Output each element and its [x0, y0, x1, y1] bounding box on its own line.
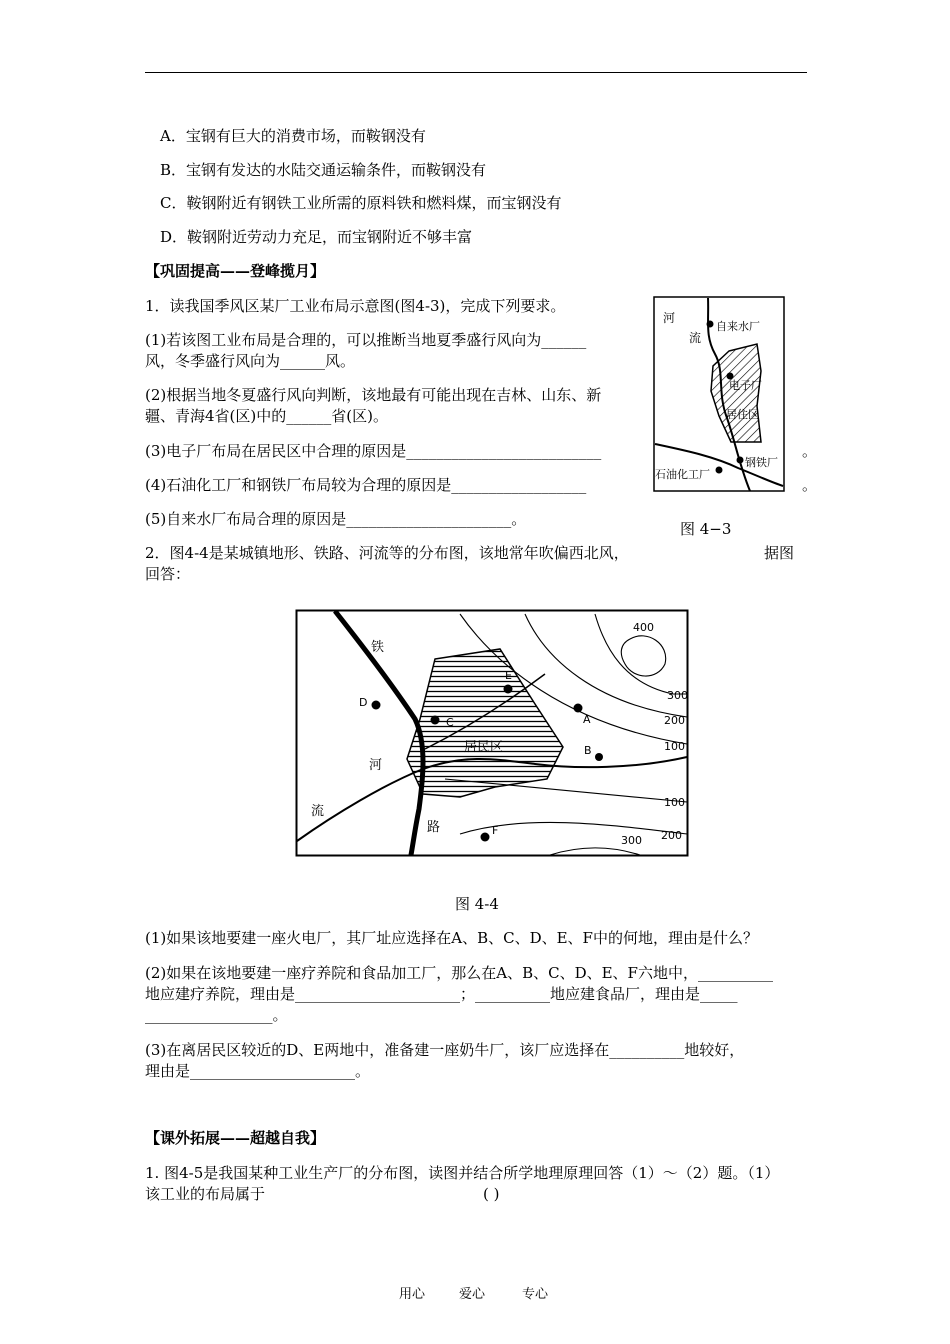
q1-5: (5)自来水厂布局合理的原因是______________________。: [145, 510, 527, 528]
figure-4-3-map: [653, 296, 785, 492]
figure-4-3: [653, 296, 785, 492]
q2-2-line1: (2)如果在该地要建一座疗养院和食品加工厂，那么在A、B、C、D、E、F六地中，__________: [145, 964, 773, 982]
contour-100b-label: 100: [664, 796, 685, 809]
point-e-dot: [504, 685, 513, 694]
label-water-plant: 自来水厂: [716, 320, 760, 333]
option-c: C．鞍钢附近有钢铁工业所需的原料铁和燃料煤，而宝钢没有: [160, 194, 562, 212]
q1-3: (3)电子厂布局在居民区中合理的原因是__________________________: [145, 442, 602, 460]
contour-400-label: 400: [633, 621, 654, 634]
label-residential: 居民区: [464, 740, 504, 755]
water-plant-dot: [707, 321, 714, 328]
q2-3-line2: 理由是______________________。: [145, 1062, 371, 1080]
label-river-2: 流: [311, 804, 325, 819]
q2-2-line2: 地应建疗养院，理由是______________________；__________地应建食品厂，理由是_____: [145, 985, 738, 1003]
label-petrochemical-plant: 石油化工厂: [655, 468, 710, 481]
label-steel-plant: 钢铁厂: [745, 456, 778, 469]
option-d: D．鞍钢附近劳动力充足，而宝钢附近不够丰富: [160, 228, 473, 246]
figure-4-4-caption: 图 4-4: [455, 895, 499, 913]
q1-2-line1: (2)根据当地冬夏盛行风向判断，该地最有可能出现在吉林、山东、新: [145, 386, 602, 404]
q1-3-end: 。: [802, 442, 818, 460]
q1-2-line2: 疆、青海4省(区)中的______省(区)。: [145, 407, 388, 425]
point-a-dot: [574, 704, 583, 713]
q2-line1: 2．图4-4是某城镇地形、铁路、河流等的分布图，该地常年吹偏西北风，: [145, 544, 629, 562]
point-d-dot: [372, 701, 381, 710]
q2-line1-end: 据图: [764, 544, 795, 562]
steel-plant-dot: [737, 457, 744, 464]
label-railway-2: 路: [427, 820, 441, 835]
point-f-dot: [481, 833, 490, 842]
point-f-label: F: [492, 824, 499, 837]
point-b-dot: [595, 753, 603, 761]
contour-300b-label: 300: [621, 834, 642, 847]
q2-3-line1: (3)在离居民区较近的D、E两地中，准备建一座奶牛厂，该厂应选择在__________地较好，: [145, 1041, 745, 1059]
contour-100-label: 100: [664, 740, 685, 753]
contour-200b-label: 200: [661, 829, 682, 842]
point-e-label: E: [505, 669, 512, 682]
section-heading-extension: 【课外拓展——超越自我】: [145, 1129, 326, 1147]
section-heading-consolidate: 【巩固提高——登峰揽月】: [145, 262, 326, 280]
contour-300-label: 300: [667, 689, 688, 702]
contour-200-label: 200: [664, 714, 685, 727]
q1-4: (4)石油化工厂和钢铁厂布局较为合理的原因是__________________: [145, 476, 587, 494]
label-river-2: 流: [689, 331, 702, 345]
petrochemical-plant-dot: [716, 467, 723, 474]
footer-text-1: 用心: [399, 1287, 426, 1302]
q1-1-line1: (1)若该图工业布局是合理的，可以推断当地夏季盛行风向为______: [145, 331, 587, 349]
label-railway-1: 铁: [371, 640, 385, 655]
q2-1: (1)如果该地要建一座火电厂，其厂址应选择在A、B、C、D、E、F中的何地，理由是什么？: [145, 929, 758, 947]
q1-4-end: 。: [802, 476, 818, 494]
label-residential: 居住区: [726, 408, 759, 421]
point-c-dot: [431, 716, 440, 725]
q1-1-line2: 风，冬季盛行风向为______风。: [145, 352, 356, 370]
point-a-label: A: [583, 713, 591, 726]
q2-line2: 回答：: [145, 565, 191, 583]
label-river-1: 河: [369, 758, 383, 773]
point-b-label: B: [584, 744, 592, 757]
s2-q1-answer-paren: ( ): [483, 1185, 500, 1203]
label-river-1: 河: [663, 311, 676, 325]
s2-q1-line1: 1. 图4-5是我国某种工业生产厂的分布图，读图并结合所学地理原理回答（1）～（2）题。（1）: [145, 1164, 780, 1182]
q1-stem: 1．读我国季风区某厂工业布局示意图(图4-3)，完成下列要求。: [145, 297, 566, 315]
figure-4-4-map: [295, 609, 689, 857]
footer-text-3: 专心: [522, 1287, 549, 1302]
option-a: A．宝钢有巨大的消费市场，而鞍钢没有: [160, 127, 426, 145]
q2-2-line3: _________________。: [145, 1006, 288, 1024]
label-electronics-plant: 电子厂: [729, 379, 762, 392]
header-rule: [145, 72, 807, 73]
point-c-label: C: [446, 716, 454, 729]
figure-4-3-caption: 图 4−3: [680, 520, 732, 538]
figure-4-4: [295, 609, 689, 857]
option-b: B．宝钢有发达的水陆交通运输条件，而鞍钢没有: [160, 161, 487, 179]
footer-text-2: 爱心: [459, 1287, 486, 1302]
point-d-label: D: [359, 696, 368, 709]
s2-q1-line2: 该工业的布局属于: [145, 1185, 266, 1203]
